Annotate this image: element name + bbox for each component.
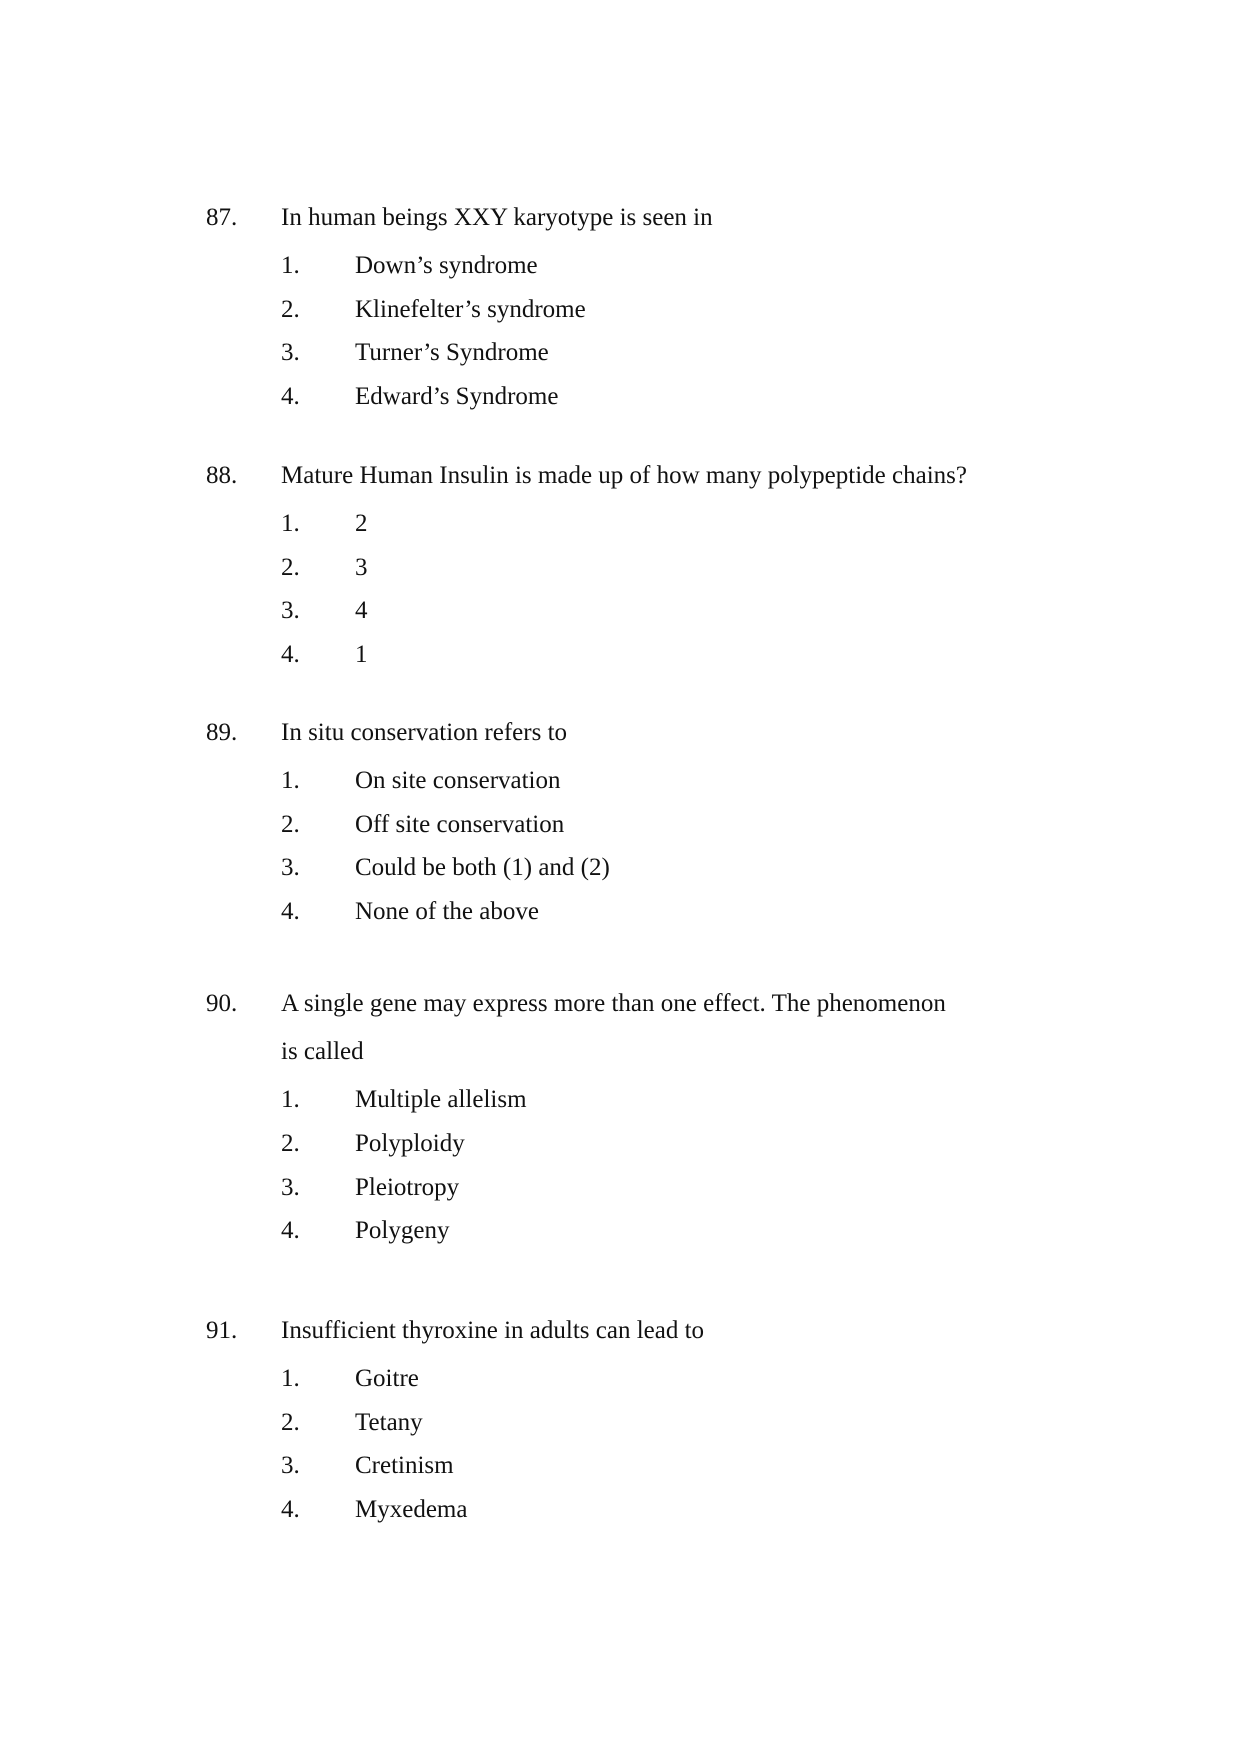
question-text: In human beings XXY karyotype is seen in: [281, 204, 713, 231]
option-number: 1.: [281, 767, 300, 794]
option-item: [0, 1366, 1241, 1396]
question-number: 88.: [206, 462, 238, 489]
option-number: 4.: [281, 1217, 300, 1244]
question-text: A single gene may express more than one effect. The phenomenon: [281, 990, 946, 1017]
option-item: [0, 1175, 1241, 1205]
option-item: [0, 855, 1241, 885]
option-item: [0, 899, 1241, 929]
option-number: 2.: [281, 296, 300, 323]
option-item: [0, 340, 1241, 370]
option-text: None of the above: [355, 898, 539, 925]
option-item: [0, 1497, 1241, 1527]
option-text: Turner’s Syndrome: [355, 339, 549, 366]
option-item: [0, 555, 1241, 585]
option-number: 4.: [281, 383, 300, 410]
option-text: Goitre: [355, 1365, 419, 1392]
question-number: 87.: [206, 204, 238, 231]
option-item: [0, 1087, 1241, 1117]
option-number: 1.: [281, 510, 300, 537]
option-item: [0, 1410, 1241, 1440]
option-text: Could be both (1) and (2): [355, 854, 610, 881]
option-text: Cretinism: [355, 1452, 454, 1479]
option-text: On site conservation: [355, 767, 561, 794]
question-text: Mature Human Insulin is made up of how many polypeptide chains?: [281, 462, 967, 489]
option-text: Down’s syndrome: [355, 252, 538, 279]
option-number: 3.: [281, 597, 300, 624]
option-text: Off site conservation: [355, 811, 565, 838]
option-item: [0, 768, 1241, 798]
option-text: 2: [355, 510, 368, 537]
option-text: Polyploidy: [355, 1130, 465, 1157]
option-text: Tetany: [355, 1409, 423, 1436]
option-item: [0, 598, 1241, 628]
option-text: 4: [355, 597, 368, 624]
option-number: 1.: [281, 1365, 300, 1392]
option-number: 4.: [281, 1496, 300, 1523]
option-number: 3.: [281, 1452, 300, 1479]
question-number: 91.: [206, 1317, 238, 1344]
option-item: [0, 1453, 1241, 1483]
option-number: 2.: [281, 811, 300, 838]
option-item: [0, 1131, 1241, 1161]
option-number: 4.: [281, 898, 300, 925]
option-number: 2.: [281, 554, 300, 581]
option-text: Multiple allelism: [355, 1086, 527, 1113]
question-number: 90.: [206, 990, 238, 1017]
option-item: [0, 253, 1241, 283]
option-item: [0, 511, 1241, 541]
option-number: 3.: [281, 854, 300, 881]
option-text: Myxedema: [355, 1496, 468, 1523]
option-item: [0, 642, 1241, 672]
option-text: 1: [355, 641, 368, 668]
option-item: [0, 1218, 1241, 1248]
question-text: In situ conservation refers to: [281, 719, 568, 746]
question-text: Insufficient thyroxine in adults can lead to: [281, 1317, 705, 1344]
question-number: 89.: [206, 719, 238, 746]
option-text: Edward’s Syndrome: [355, 383, 559, 410]
option-item: [0, 812, 1241, 842]
option-number: 3.: [281, 1174, 300, 1201]
option-item: [0, 297, 1241, 327]
option-text: Polygeny: [355, 1217, 450, 1244]
option-number: 1.: [281, 1086, 300, 1113]
option-item: [0, 384, 1241, 414]
option-text: Klinefelter’s syndrome: [355, 296, 586, 323]
option-number: 3.: [281, 339, 300, 366]
option-number: 1.: [281, 252, 300, 279]
option-number: 2.: [281, 1130, 300, 1157]
option-text: 3: [355, 554, 368, 581]
option-number: 4.: [281, 641, 300, 668]
question-text-continuation: is called: [281, 1038, 364, 1065]
option-number: 2.: [281, 1409, 300, 1436]
option-text: Pleiotropy: [355, 1174, 460, 1201]
